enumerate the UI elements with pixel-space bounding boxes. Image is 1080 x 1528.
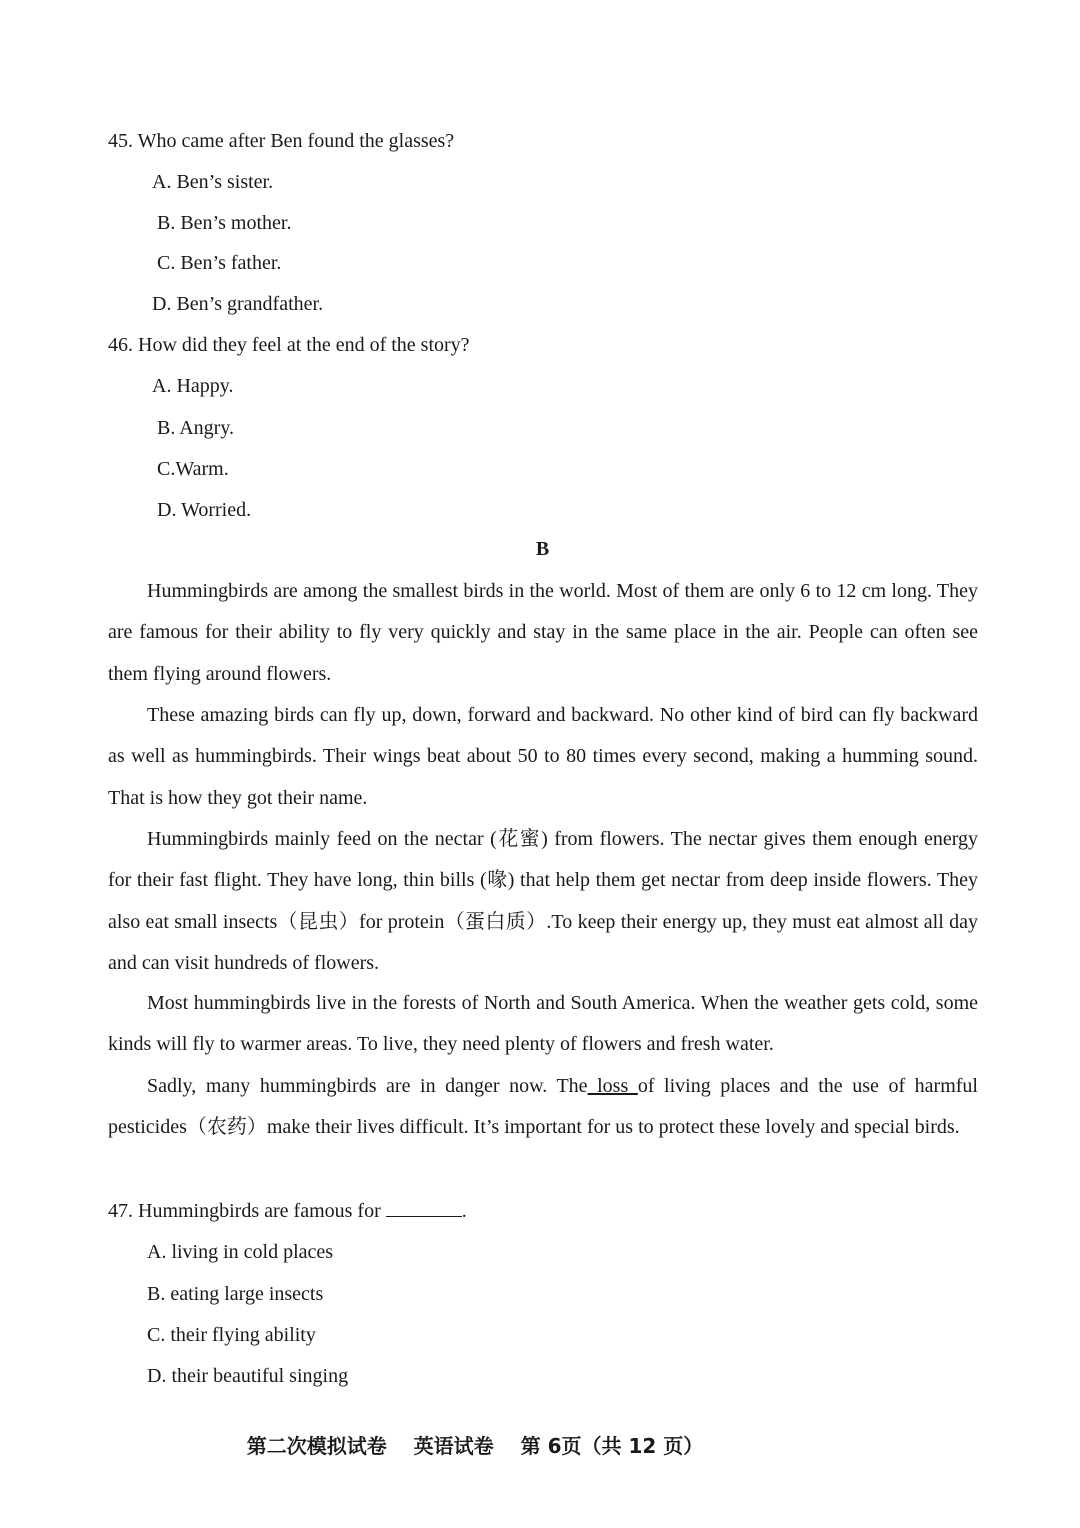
question-47-stem-end: . [461,1200,467,1222]
passage-paragraph-4: Most hummingbirds live in the forests of North and South America. When the weather gets cold, some kinds will fly to warmer areas. To live, they need plenty of flowers and fresh water. [108,992,978,1056]
paragraph-5-text-before: Sadly, many hummingbirds are in danger now. The [147,1075,588,1097]
question-47-option-d: D. their beautiful singing [147,1365,349,1387]
section-heading: B [535,538,550,560]
question-47-option-c: C. their flying ability [147,1324,316,1346]
page-footer [0,1430,950,1459]
question-45-stem: 45. Who came after Ben found the glasses? [108,130,455,152]
question-47-option-a: A. living in cold places [147,1241,334,1263]
underlined-word-loss: loss [587,1075,638,1097]
question-46-option-a: A. Happy. [152,375,234,397]
question-46-option-d: D. Worried. [157,499,252,521]
question-46-stem: 46. How did they feel at the end of the story? [108,334,470,356]
question-46-option-c: C.Warm. [157,458,229,480]
footer-exam-name: 第二次模拟试卷 [246,1434,387,1458]
question-47-stem-text: 47. Hummingbirds are famous for [108,1200,381,1222]
footer-page-number: 第 6页（共 12 页） [520,1434,704,1458]
question-46-option-b: B. Angry. [157,417,235,439]
question-47-stem [108,1198,467,1224]
answer-blank [386,1198,462,1217]
question-45-option-c: C. Ben’s father. [157,252,282,274]
passage-paragraph-2: These amazing birds can fly up, down, forward and backward. No other kind of bird can fly backward as well as hummingbirds. Their wings beat about 50 to 80 times every second, making a humming sound. That is how they got their name. [108,704,978,809]
question-47-option-b: B. eating large insects [147,1283,324,1305]
question-45-option-a: A. Ben’s sister. [152,171,274,193]
passage-paragraph-3: Hummingbirds mainly feed on the nectar (花蜜) from flowers. The nectar gives them enough energy for their fast flight. They have long, thin bills (喙) that help them get nectar from deep inside flowers. They also eat small insects（昆虫）for protein（蛋白质）.To keep their energy up, they must eat almost all day and can visit hundreds of flowers. [108,828,978,974]
paragraph-5-text-after: of living places and the use of harmful pesticides（农药）make their lives difficult. It’s important for us to protect these lovely and special birds. [108,1075,978,1139]
passage-paragraph-1: Hummingbirds are among the smallest birds in the world. Most of them are only 6 to 12 cm long. They are famous for their ability to fly very quickly and stay in the same place in the air. People can often see them flying around flowers. [108,580,978,685]
footer-subject: 英语试卷 [413,1434,494,1458]
passage-paragraph-5 [108,1066,978,1149]
question-45-option-b: B. Ben’s mother. [157,212,292,234]
question-45-option-d: D. Ben’s grandfather. [152,293,324,315]
